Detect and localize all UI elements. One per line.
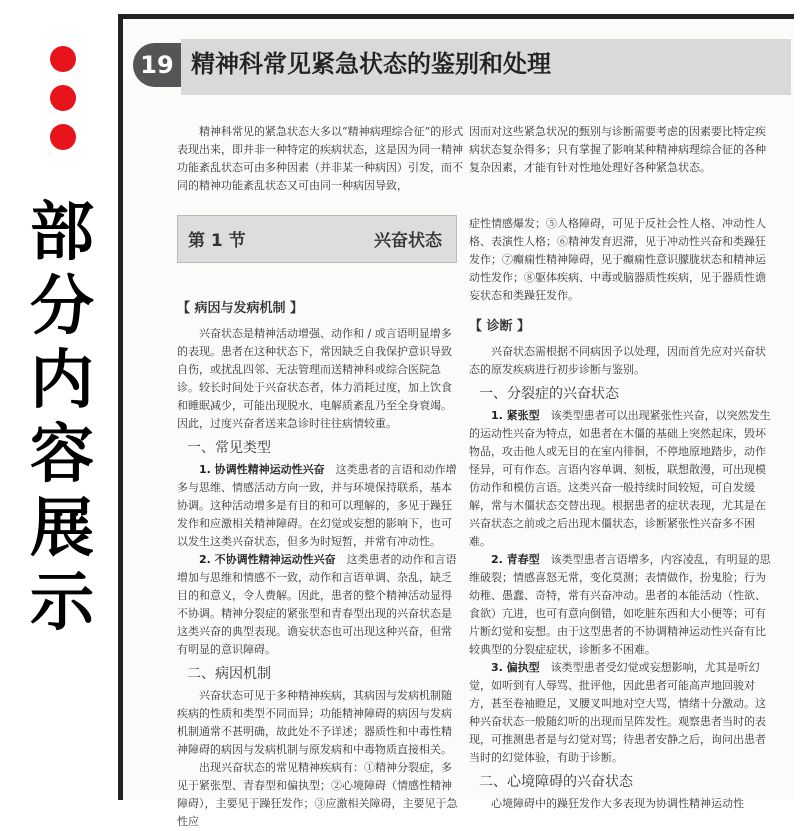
causes-paragraph: 兴奋状态是精神活动增强、动作和 / 或言语明显增多的表现。患者在这种状态下，常因缺乏自我保护意识导致自伤，或扰乱四邻、无法管理而送精神科或综合医院急诊。较长时间处于兴奋状态者，体力消耗过度，加上饮食和睡眠减少，可能出现脱水、电解质紊乱乃至全身衰竭。因此，过度兴奋者送来急诊时往往病情较重。 (177, 327, 452, 430)
type2-text: 这类患者的动作和言语增加与思维和情感不一致，动作和言语单调、杂乱，缺乏目的和意义，令人费解。因此，患者的整个精神活动显得不协调。精神分裂症的紧张型和青春型出现的兴奋状态是这类兴奋的典型表现。谵妄状态也可出现这种兴奋，但常有明显的意识障碍。 (177, 553, 457, 656)
hebephrenic-title: 2. 青春型 (491, 553, 540, 566)
section-number: 第 1 节 (188, 231, 246, 251)
vertical-title: 部分内容展示 (30, 196, 94, 640)
catatonic-title: 1. 紧张型 (491, 409, 540, 422)
right-top-paragraph: 症性情感爆发；⑤人格障碍，可见于反社会性人格、冲动性人格、表演性人格；⑥精神发育迟滞，见于冲动性兴奋和类躁狂发作；⑦癫痫性精神障碍，见于癫痫性意识朦胧状态和精神运动性发作；⑧躯体疾病、中毒或脑器质性疾病，见于器质性谵妄状态和类躁狂发作。 (469, 217, 766, 302)
schizo-heading: 一、分裂症的兴奋状态 (479, 386, 619, 402)
mechanism-paragraph-1: 兴奋状态可见于多种精神疾病，其病因与发病机制随疾病的性质和类型不同而异；功能精神障碍的病因与发病机制通常不甚明确，故此处不予详述；器质性和中毒性精神障碍的病因与发病机制与原发病和中毒物质直接相关。 (177, 689, 452, 756)
paranoid-text: 该类型患者受幻觉或妄想影响，尤其是听幻觉，如听到有人辱骂、批评他，因此患者可能高声地回骏对方，甚至卷袖瞪足，叉腰叉叫地对空大骂，情绪十分激动。这种兴奋状态一般随幻听的出现而呈阵发性。观察患者当时的表现，可推测患者是与幻觉对骂；待患者安静之后，询问出患者当时的幻觉体验，有助于诊断。 (469, 661, 766, 764)
types-heading: 一、常见类型 (187, 440, 271, 456)
mechanism-paragraph-2: 出现兴奋状态的常见精神疾病有：①精神分裂症，多见于紧张型、青春型和偏执型；②心境障碍（情感性精神障碍），主要见于躁狂发作；③应激相关障碍，主要见于急性应 (177, 761, 458, 828)
type2-paragraph (177, 551, 459, 659)
causes-column (177, 325, 459, 831)
diagnosis-column (469, 343, 771, 813)
section-header (177, 215, 457, 263)
type1-text: 这类患者的言语和动作增多与思维、情感活动方向一致，并与环境保持联系，基本协调。这种活动增多是有目的和可以理解的，多见于躁狂发作和应激相关精神障碍。在幻觉或妄想的影响下，也可以发生这类兴奋状态，但多为时短暂，并常有冲动性。 (177, 463, 457, 548)
catatonic-paragraph (469, 407, 771, 551)
paranoid-paragraph (469, 659, 771, 767)
chapter-title: 精神科常见紧急状态的鉴别和处理 (191, 50, 551, 78)
intro-left: 精神科常见的紧急状态大多以“精神病理综合征”的形式表现出来，即并非一种特定的疾病状态，这是因为同一精神功能紊乱状态可由多种因素（并非某一种病因）引发，而不同的精神功能紊乱状态又可由同一种病因导致， (177, 125, 464, 192)
chapter-number: 19 (133, 43, 181, 87)
diagnosis-paragraph: 兴奋状态需根据不同病因予以处理，因而首先应对兴奋状态的原发疾病进行初步诊断与鉴别。 (469, 345, 766, 376)
mechanism-heading: 二、病因机制 (187, 666, 271, 682)
intro-right: 因而对这些紧急状况的甄别与诊断需要考虑的因素要比特定疾病状态复杂得多；只有掌握了影响某种精神病理综合征的各种复杂因素，才能有针对性地处理好各种紧急状态。 (469, 125, 766, 174)
mood-heading: 二、心境障碍的兴奋状态 (479, 774, 633, 790)
paranoid-title: 3. 偏执型 (491, 661, 540, 674)
side-panel (0, 0, 118, 800)
causes-heading: 【 病因与发病机制 】 (177, 301, 304, 316)
section-name: 兴奋状态 (374, 231, 442, 251)
mood-paragraph: 心境障碍中的躁狂发作大多表现为协调性精神运动性 (491, 797, 744, 810)
type2-title: 2. 不协调性精神运动性兴奋 (199, 553, 336, 566)
hebephrenic-text: 该类型患者言语增多，内容凌乱，有明显的思维破裂；情感喜怒无常，变化莫测；表情做作，扮鬼脸；行为幼稚、愚蠢、奇特，常有兴奋冲动。患者的本能活动（性欲、食欲）亢进，也可有意向倒错，如吃脏东西和大小便等；可有片断幻觉和妄想。由于这型患者的不协调精神运动性兴奋有比较典型的分裂症症状，诊断多不困难。 (469, 553, 771, 656)
hebephrenic-paragraph (469, 551, 771, 659)
diagnosis-heading: 【 诊断 】 (469, 319, 531, 334)
red-dots-icon (50, 46, 76, 163)
type1-title: 1. 协调性精神运动性兴奋 (199, 463, 325, 476)
type1-paragraph (177, 461, 459, 551)
book-page (118, 14, 794, 828)
catatonic-text: 该类型患者可以出现紧张性兴奋，以突然发生的运动性兴奋为特点，如患者在木僵的基础上突然起床，毁坏物品，攻击他人或无目的在室内徘徊，不停地原地踏步，动作怪异，可有作态。言语内容单调、刻板，联想散漫，可出现模仿动作和模仿言语。这类兴奋一般持续时间较短，可自发缓解，常与木僵状态交替出现。根据患者的症状表现，尤其是在兴奋状态之前或之后出现木僵状态，诊断紧张性兴奋多不困难。 (469, 409, 771, 548)
